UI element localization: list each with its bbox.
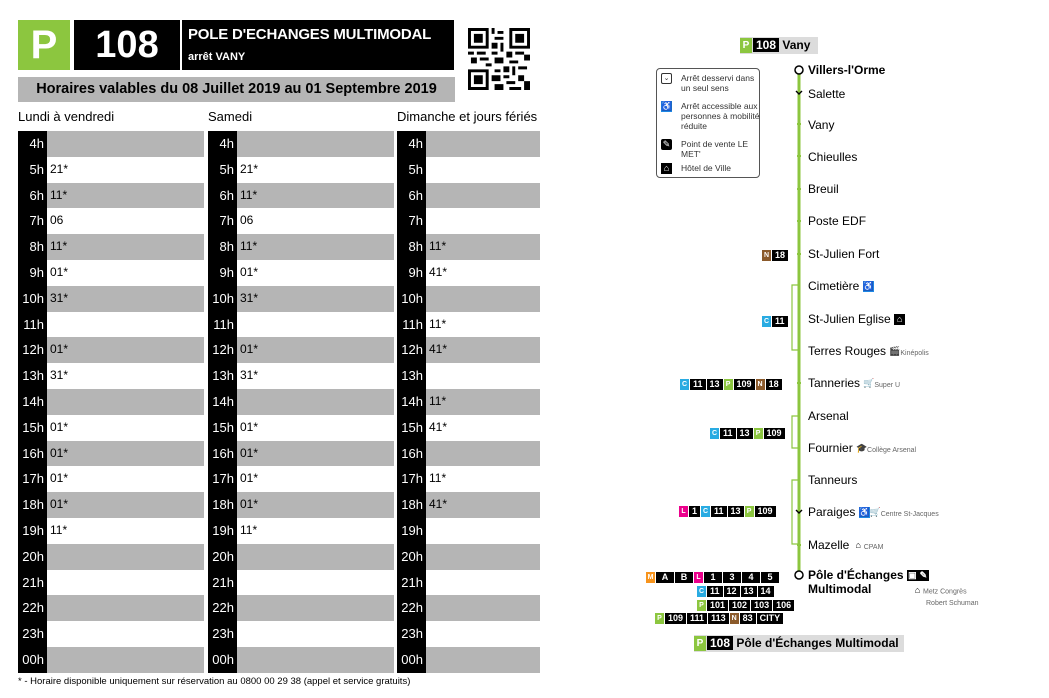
minutes-cell — [426, 570, 540, 596]
hour-cell: 20h — [18, 544, 47, 570]
table-row — [18, 415, 204, 441]
minutes-cell: 11* — [47, 234, 204, 260]
stop-villers[interactable]: Villers-l'Orme — [808, 63, 886, 77]
wheelchair-icon: ♿ — [862, 281, 874, 292]
minutes-cell: 01* — [47, 415, 204, 441]
table-row — [397, 544, 540, 570]
table-row — [18, 208, 204, 234]
table-row — [18, 595, 204, 621]
mode-p-icon: P — [740, 38, 752, 53]
table-row — [208, 312, 394, 338]
minutes-cell — [237, 544, 394, 570]
hour-cell: 4h — [18, 131, 47, 157]
table-row — [397, 208, 540, 234]
stop-chieulles[interactable]: Chieulles — [808, 150, 858, 164]
minutes-cell: 11* — [426, 466, 540, 492]
hour-cell: 17h — [208, 466, 237, 492]
building-icon: ⌂ — [855, 540, 861, 551]
table-row — [397, 595, 540, 621]
minutes-cell — [47, 312, 204, 338]
table-row — [18, 389, 204, 415]
table-row — [397, 183, 540, 209]
stop-breuil[interactable]: Breuil — [808, 182, 839, 196]
table-row — [208, 363, 394, 389]
table-row — [397, 466, 540, 492]
minutes-cell: 06 — [237, 208, 394, 234]
hour-cell: 13h — [208, 363, 237, 389]
qr-code-icon[interactable] — [468, 28, 530, 90]
hour-cell: 16h — [18, 441, 47, 467]
building-icon: ⌂ — [914, 585, 921, 595]
stop-salette[interactable]: Salette — [808, 87, 846, 101]
stop-poste-edf[interactable]: Poste EDF — [808, 214, 867, 228]
hour-cell: 14h — [208, 389, 237, 415]
table-row — [18, 621, 204, 647]
table-row — [397, 260, 540, 286]
stop-terres-rouges[interactable]: Terres Rouges 🎬Kinépolis — [808, 344, 929, 358]
hour-cell: 15h — [208, 415, 237, 441]
table-row — [208, 415, 394, 441]
footnote: * - Horaire disponible uniquement sur réservation au 0800 00 29 38 (appel et service gratuits) — [18, 676, 411, 687]
minutes-cell — [426, 208, 540, 234]
minutes-cell: 01* — [47, 337, 204, 363]
table-row — [397, 621, 540, 647]
minutes-cell: 11* — [47, 518, 204, 544]
hour-cell: 4h — [397, 131, 426, 157]
saturday-header: Samedi — [208, 109, 253, 124]
minutes-cell — [426, 157, 540, 183]
minutes-cell — [426, 621, 540, 647]
hour-cell: 19h — [18, 518, 47, 544]
hour-cell: 9h — [397, 260, 426, 286]
table-row — [208, 647, 394, 673]
hour-cell: 11h — [18, 312, 47, 338]
hour-cell: 10h — [208, 286, 237, 312]
minutes-cell — [426, 544, 540, 570]
hour-cell: 12h — [18, 337, 47, 363]
table-row — [397, 647, 540, 673]
timetable-sunday — [397, 131, 540, 673]
conn-pem-row4: P 109 111 113 N 83 CITY — [655, 611, 784, 625]
table-row — [18, 183, 204, 209]
table-row — [208, 595, 394, 621]
minutes-cell — [426, 131, 540, 157]
bus-icon: ▣ — [908, 570, 917, 581]
stop-tanneries[interactable]: Tanneries 🛒Super U — [808, 376, 901, 390]
mode-badge: P — [18, 20, 70, 70]
table-row — [208, 131, 394, 157]
route-origin-bar — [740, 37, 818, 54]
table-row — [18, 337, 204, 363]
weekday-header: Lundi à vendredi — [18, 109, 115, 124]
header-title-box — [182, 20, 454, 70]
minutes-cell — [426, 183, 540, 209]
hour-cell: 11h — [397, 312, 426, 338]
hour-cell: 22h — [18, 595, 47, 621]
table-row — [397, 492, 540, 518]
legend-accessible: ♿ Arrêt accessible aux personnes à mobilité réduite — [661, 101, 760, 131]
table-row — [208, 621, 394, 647]
hour-cell: 23h — [208, 621, 237, 647]
hour-cell: 22h — [208, 595, 237, 621]
minutes-cell: 41* — [426, 337, 540, 363]
destination-line: 108 — [707, 636, 733, 650]
minutes-cell — [426, 441, 540, 467]
hour-cell: 7h — [208, 208, 237, 234]
conn-st-julien-fort: N 18 — [762, 248, 789, 262]
conn-pem-row1: M A B L 1 3 4 5 — [646, 570, 780, 584]
hour-cell: 9h — [18, 260, 47, 286]
hour-cell: 5h — [18, 157, 47, 183]
minutes-cell — [426, 647, 540, 673]
table-row — [208, 441, 394, 467]
validity-banner: Horaires valables du 08 Juillet 2019 au 01 Septembre 2019 — [18, 77, 455, 102]
school-icon: 🎓 — [856, 443, 868, 454]
hour-cell: 18h — [397, 492, 426, 518]
hour-cell: 12h — [397, 337, 426, 363]
minutes-cell: 01* — [237, 260, 394, 286]
table-row — [18, 570, 204, 596]
town-hall-icon: ⌂ — [661, 163, 672, 174]
shopping-cart-icon: 🛒 — [863, 378, 875, 389]
minutes-cell — [426, 286, 540, 312]
hour-cell: 8h — [18, 234, 47, 260]
hour-cell: 17h — [397, 466, 426, 492]
table-row — [208, 208, 394, 234]
conn-st-julien-eglise: C 11 — [762, 314, 789, 328]
minutes-cell: 01* — [237, 337, 394, 363]
table-row — [397, 312, 540, 338]
hour-cell: 00h — [208, 647, 237, 673]
table-row — [208, 183, 394, 209]
minutes-cell: 41* — [426, 260, 540, 286]
stop-fournier[interactable]: Fournier 🎓Collège Arsenal — [808, 441, 917, 455]
table-row — [208, 337, 394, 363]
hour-cell: 19h — [397, 518, 426, 544]
legend-hotel-ville: ⌂ Hôtel de Ville — [661, 163, 672, 174]
hour-cell: 6h — [397, 183, 426, 209]
table-row — [208, 492, 394, 518]
hour-cell: 19h — [208, 518, 237, 544]
table-row — [397, 518, 540, 544]
hour-cell: 20h — [397, 544, 426, 570]
table-row — [208, 234, 394, 260]
minutes-cell: 31* — [47, 363, 204, 389]
table-row — [18, 157, 204, 183]
pem-note: ⌂ Metz Congrès Robert Schuman — [912, 585, 979, 608]
hour-cell: 8h — [208, 234, 237, 260]
minutes-cell — [426, 518, 540, 544]
table-row — [18, 492, 204, 518]
conn-pem-row3: P 101 102 103 106 — [697, 598, 795, 612]
table-row — [208, 286, 394, 312]
destination-stop: Pôle d'Échanges Multimodal — [736, 636, 899, 650]
minutes-cell — [237, 647, 394, 673]
hour-cell: 8h — [397, 234, 426, 260]
stop-st-julien-eglise[interactable]: St-Julien Eglise ⌂ — [808, 312, 905, 326]
hour-cell: 00h — [397, 647, 426, 673]
chevron-down-icon: ⌄ — [661, 73, 672, 84]
table-row — [18, 131, 204, 157]
hour-cell: 17h — [18, 466, 47, 492]
table-row — [397, 441, 540, 467]
stop-cimetiere[interactable]: Cimetière ♿ — [808, 279, 874, 293]
table-row — [18, 260, 204, 286]
table-row — [208, 544, 394, 570]
hour-cell: 21h — [397, 570, 426, 596]
hour-cell: 5h — [397, 157, 426, 183]
wheelchair-icon: ♿ — [858, 507, 870, 518]
table-row — [18, 234, 204, 260]
hour-cell: 14h — [18, 389, 47, 415]
origin-line: 108 — [753, 38, 779, 52]
minutes-cell — [426, 363, 540, 389]
conn-pem-row2: C 11 12 13 14 — [697, 584, 775, 598]
table-row — [18, 363, 204, 389]
minutes-cell: 11* — [426, 312, 540, 338]
minutes-cell: 11* — [47, 183, 204, 209]
hour-cell: 15h — [397, 415, 426, 441]
hour-cell: 18h — [208, 492, 237, 518]
town-hall-icon: ⌂ — [894, 314, 905, 325]
table-row — [397, 286, 540, 312]
minutes-cell: 06 — [47, 208, 204, 234]
table-row — [18, 312, 204, 338]
minutes-cell — [47, 570, 204, 596]
stop-pem[interactable]: Pôle d'Échanges ▣ ✎ Multimodal — [808, 568, 928, 596]
minutes-cell: 31* — [237, 286, 394, 312]
hour-cell: 7h — [397, 208, 426, 234]
line-number: 108 — [74, 20, 180, 70]
minutes-cell — [237, 570, 394, 596]
table-row — [208, 518, 394, 544]
hour-cell: 13h — [397, 363, 426, 389]
minutes-cell: 31* — [47, 286, 204, 312]
minutes-cell: 01* — [47, 466, 204, 492]
minutes-cell — [237, 595, 394, 621]
timetable-weekday — [18, 131, 204, 673]
minutes-cell — [237, 621, 394, 647]
table-row — [208, 260, 394, 286]
stop-paraiges[interactable]: Paraiges ♿🛒Centre St-Jacques — [808, 505, 939, 519]
hour-cell: 10h — [18, 286, 47, 312]
shopping-cart-icon: 🛒 — [869, 507, 881, 518]
minutes-cell — [47, 621, 204, 647]
destination-title: POLE D'ECHANGES MULTIMODAL — [188, 26, 432, 43]
minutes-cell — [47, 389, 204, 415]
minutes-cell: 11* — [237, 234, 394, 260]
minutes-cell: 01* — [237, 415, 394, 441]
minutes-cell — [47, 544, 204, 570]
minutes-cell: 01* — [237, 492, 394, 518]
hour-cell: 21h — [18, 570, 47, 596]
table-row — [18, 544, 204, 570]
minutes-cell — [237, 131, 394, 157]
stop-mazelle[interactable]: Mazelle ⌂ CPAM — [808, 538, 884, 552]
map-legend — [656, 68, 760, 178]
minutes-cell: 31* — [237, 363, 394, 389]
hour-cell: 18h — [18, 492, 47, 518]
ticket-icon: ✎ — [662, 139, 671, 150]
hour-cell: 10h — [397, 286, 426, 312]
legend-one-way: ⌄ Arrêt desservi dans un seul sens — [661, 73, 672, 84]
table-row — [208, 466, 394, 492]
stop-name: arrêt VANY — [188, 51, 246, 63]
stop-tanneurs[interactable]: Tanneurs — [808, 473, 858, 487]
minutes-cell: 01* — [47, 441, 204, 467]
hour-cell: 13h — [18, 363, 47, 389]
minutes-cell — [237, 312, 394, 338]
stop-st-julien-fort[interactable]: St-Julien Fort — [808, 247, 880, 261]
minutes-cell — [426, 595, 540, 621]
cinema-icon: 🎬 — [889, 346, 901, 357]
ticket-icon: ✎ — [919, 570, 928, 581]
table-row — [208, 389, 394, 415]
minutes-cell: 41* — [426, 415, 540, 441]
hour-cell: 5h — [208, 157, 237, 183]
minutes-cell: 11* — [426, 234, 540, 260]
minutes-cell: 01* — [47, 260, 204, 286]
minutes-cell: 21* — [237, 157, 394, 183]
sunday-header: Dimanche et jours fériés — [397, 109, 538, 124]
minutes-cell: 01* — [237, 466, 394, 492]
table-row — [18, 647, 204, 673]
conn-tanneries: C 11 13 P 109 N 18 — [680, 377, 783, 391]
hour-cell: 15h — [18, 415, 47, 441]
table-row — [18, 286, 204, 312]
minutes-cell — [47, 131, 204, 157]
table-row — [397, 389, 540, 415]
stop-arsenal[interactable]: Arsenal — [808, 409, 849, 423]
conn-paraiges: L 1 C 11 13 P 109 — [679, 504, 777, 518]
hour-cell: 16h — [397, 441, 426, 467]
wheelchair-icon: ♿ — [661, 101, 673, 112]
table-row — [397, 157, 540, 183]
mode-p-icon: P — [694, 636, 706, 651]
minutes-cell: 41* — [426, 492, 540, 518]
hour-cell: 11h — [208, 312, 237, 338]
minutes-cell — [237, 389, 394, 415]
hour-cell: 22h — [397, 595, 426, 621]
table-row — [397, 415, 540, 441]
table-row — [18, 518, 204, 544]
hour-cell: 7h — [18, 208, 47, 234]
minutes-cell: 01* — [47, 492, 204, 518]
hour-cell: 6h — [208, 183, 237, 209]
hour-cell: 23h — [18, 621, 47, 647]
hour-cell: 20h — [208, 544, 237, 570]
hour-cell: 4h — [208, 131, 237, 157]
table-row — [208, 570, 394, 596]
table-row — [397, 363, 540, 389]
minutes-cell — [47, 647, 204, 673]
conn-fournier: C 11 13 P 109 — [710, 426, 786, 440]
hour-cell: 00h — [18, 647, 47, 673]
table-row — [397, 570, 540, 596]
hour-cell: 6h — [18, 183, 47, 209]
minutes-cell: 01* — [237, 441, 394, 467]
hour-cell: 14h — [397, 389, 426, 415]
hour-cell: 16h — [208, 441, 237, 467]
stop-vany[interactable]: Vany — [808, 118, 835, 132]
minutes-cell — [47, 595, 204, 621]
hour-cell: 9h — [208, 260, 237, 286]
legend-point-vente: ✎ Point de vente LE MET' — [662, 139, 749, 159]
minutes-cell: 21* — [47, 157, 204, 183]
origin-stop: Vany — [782, 38, 811, 52]
table-row — [18, 466, 204, 492]
minutes-cell: 11* — [237, 518, 394, 544]
table-row — [397, 337, 540, 363]
timetable-saturday — [208, 131, 394, 673]
minutes-cell: 11* — [426, 389, 540, 415]
minutes-cell: 11* — [237, 183, 394, 209]
hour-cell: 21h — [208, 570, 237, 596]
route-destination-bar — [694, 635, 904, 652]
table-row — [18, 441, 204, 467]
table-row — [397, 131, 540, 157]
table-row — [397, 234, 540, 260]
hour-cell: 23h — [397, 621, 426, 647]
hour-cell: 12h — [208, 337, 237, 363]
table-row — [208, 157, 394, 183]
